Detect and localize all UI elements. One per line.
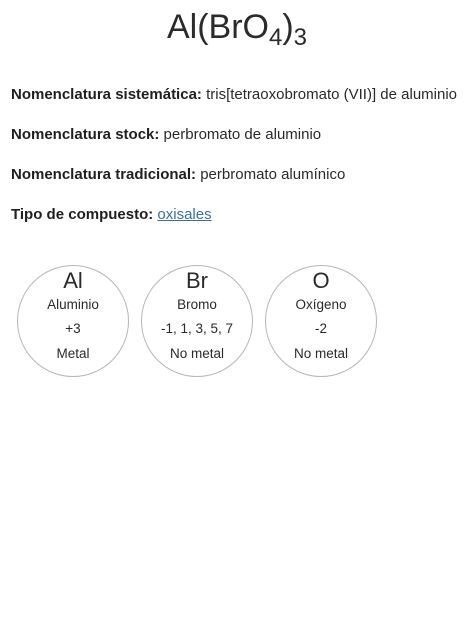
element-symbol: Br xyxy=(186,268,208,293)
formula-subscript-group: 3 xyxy=(293,24,308,51)
element-name: Bromo xyxy=(177,297,217,312)
element-card-bromine[interactable] xyxy=(141,265,253,377)
field-value: tris[tetraoxobromato (VII)] de aluminio xyxy=(206,86,458,103)
element-name: Oxígeno xyxy=(295,297,347,312)
element-card-oxygen[interactable] xyxy=(265,265,377,377)
field-label: Nomenclatura stock: xyxy=(11,126,160,143)
traditional-nomenclature xyxy=(11,165,345,185)
element-type: No metal xyxy=(169,346,225,361)
element-card-aluminum[interactable] xyxy=(17,265,129,377)
systematic-nomenclature xyxy=(11,85,457,105)
compound-type-link[interactable]: oxisales xyxy=(157,206,212,223)
element-valence: -1, 1, 3, 5, 7 xyxy=(160,321,234,336)
formula-close-paren: ) xyxy=(282,8,294,46)
formula-base: Al(BrO xyxy=(166,8,269,46)
element-type: Metal xyxy=(56,346,90,361)
element-symbol: O xyxy=(312,268,330,293)
stock-nomenclature xyxy=(11,125,321,145)
field-label: Tipo de compuesto: xyxy=(11,206,154,223)
element-valence: -2 xyxy=(314,321,327,336)
formula-subscript-oxygen: 4 xyxy=(268,24,283,51)
element-valence: +3 xyxy=(65,321,81,336)
field-label: Nomenclatura sistemática: xyxy=(11,86,202,103)
element-symbol: Al xyxy=(63,268,83,293)
field-value: perbromato de aluminio xyxy=(163,126,322,143)
element-name: Aluminio xyxy=(47,297,99,312)
compound-type xyxy=(11,205,212,225)
field-label: Nomenclatura tradicional: xyxy=(11,166,197,183)
compound-formula xyxy=(0,2,474,52)
field-value: perbromato alumínico xyxy=(200,166,346,183)
element-type: No metal xyxy=(293,346,349,361)
